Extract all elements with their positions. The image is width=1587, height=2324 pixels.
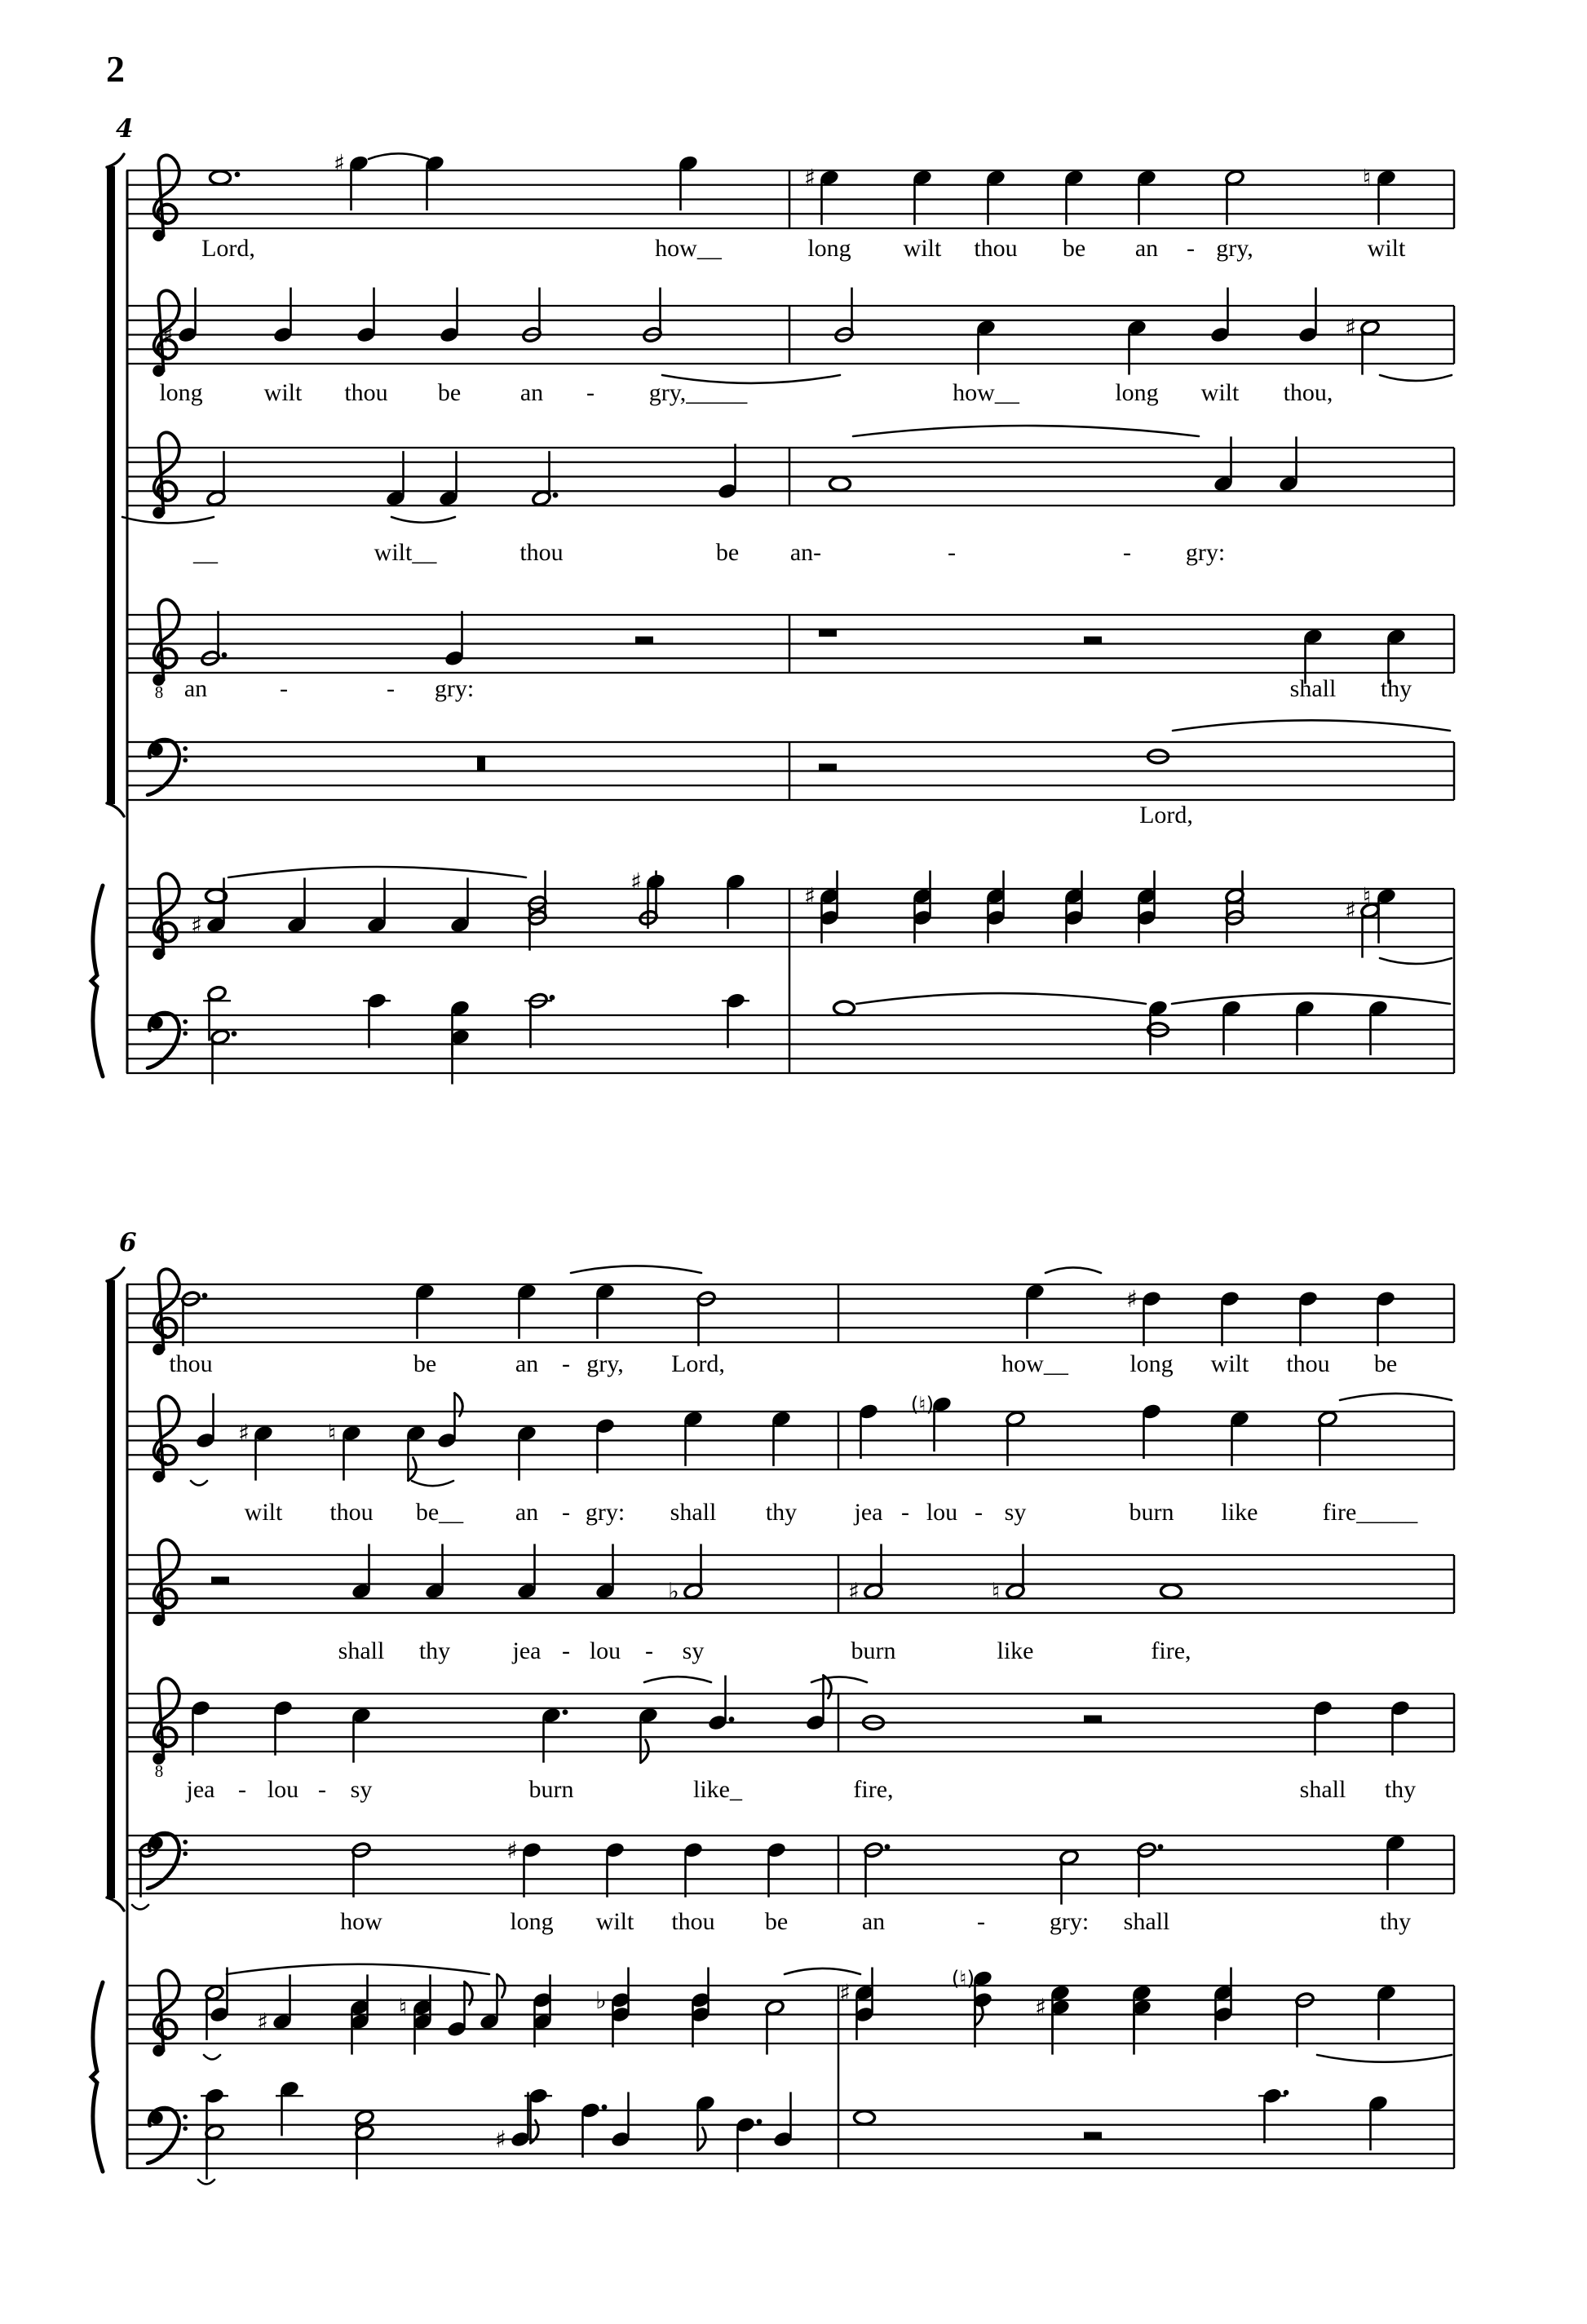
- lyric-syllable: fire_____: [1322, 1499, 1418, 1526]
- lyric-syllable: sy: [350, 1776, 373, 1803]
- lyric-syllable: an: [1134, 235, 1159, 262]
- lyric-syllable: burn: [528, 1776, 574, 1803]
- accidental-natural: (♮): [910, 1392, 935, 1416]
- tie-slur-up: [811, 1677, 867, 1682]
- lyric-syllable: -: [645, 1637, 653, 1664]
- lyric-syllable: -: [387, 675, 395, 702]
- lyric-syllable: thy: [765, 1499, 798, 1526]
- accidental-sharp: ♯: [256, 2008, 269, 2036]
- lyric-syllable: an: [515, 1499, 539, 1526]
- lyric-syllable: how__: [655, 235, 722, 262]
- augmentation-dot: [602, 2105, 608, 2110]
- piano-brace: [91, 886, 103, 1076]
- bass-clef-icon: [183, 2126, 188, 2131]
- half-rest: [1084, 637, 1102, 644]
- tie-slur-up: [228, 867, 526, 877]
- augmentation-dot: [729, 1716, 735, 1722]
- half-rest: [1084, 1716, 1102, 1723]
- tie-slur-down: [1380, 375, 1452, 381]
- accidental-sharp: ♯: [1034, 1993, 1047, 2021]
- lyric-syllable: shall: [1123, 1908, 1170, 1935]
- choir-bracket: [107, 1898, 124, 1911]
- half-rest: [1084, 2132, 1102, 2140]
- lyric-syllable: gry,: [586, 1350, 624, 1377]
- lyric-syllable: shall: [1289, 675, 1337, 702]
- tie-slur-down: [1380, 958, 1452, 964]
- lyric-syllable: thou: [169, 1350, 213, 1377]
- lyric-syllable: shall: [670, 1499, 717, 1526]
- lyric-syllable: wilt: [1200, 379, 1240, 406]
- lyric-syllable: long: [807, 235, 851, 262]
- lyric-syllable: __: [193, 539, 218, 566]
- lyric-syllable: an: [861, 1908, 886, 1935]
- lyric-syllable: sy: [1004, 1499, 1027, 1526]
- accidental-flat: ♭: [595, 1986, 607, 2014]
- accidental-sharp: ♯: [506, 1836, 519, 1864]
- tie-slur-down: [391, 517, 455, 523]
- bass-clef-icon: [183, 1031, 188, 1036]
- treble-clef-icon: [153, 230, 164, 241]
- lyric-syllable: gry,_____: [648, 379, 748, 406]
- treble-clef-icon: [153, 1344, 164, 1355]
- lyric-syllable: jea: [512, 1637, 542, 1664]
- accidental-sharp: ♯: [1125, 1284, 1138, 1313]
- lyric-syllable: thou: [344, 379, 388, 406]
- augmentation-dot: [202, 1292, 208, 1298]
- lyric-syllable: gry:: [1049, 1908, 1090, 1935]
- tie-slur-up: [1173, 720, 1450, 731]
- augmentation-dot: [563, 1709, 568, 1715]
- lyric-syllable: thou,: [1283, 379, 1333, 406]
- lyric-syllable: long: [1129, 1350, 1174, 1377]
- accidental-natural: (♮): [951, 1966, 975, 1990]
- lyric-syllable: an: [519, 379, 544, 406]
- tie-slur-up: [785, 1968, 860, 1974]
- tie-slur-down: [122, 517, 214, 524]
- lyric-syllable: Lord,: [201, 235, 255, 262]
- lyric-syllable: gry,: [1216, 235, 1253, 262]
- lyric-syllable: sy: [682, 1637, 705, 1664]
- lyric-syllable: long: [1115, 379, 1159, 406]
- accidental-sharp: ♯: [803, 881, 816, 910]
- measure-number-system-1: 4: [116, 114, 134, 144]
- accidental-natural: ♮: [1362, 881, 1372, 910]
- accidental-sharp: ♯: [803, 163, 816, 192]
- lyric-syllable: like: [997, 1637, 1034, 1664]
- lyric-syllable: thou: [519, 539, 564, 566]
- lyric-syllable: wilt: [903, 235, 942, 262]
- lyric-syllable: -: [977, 1908, 985, 1935]
- lyric-syllable: like_: [693, 1776, 742, 1803]
- half-rest: [819, 764, 837, 771]
- augmentation-dot: [222, 652, 228, 658]
- tie-slur-up: [856, 993, 1146, 1004]
- tie-slur-up: [227, 1964, 489, 1974]
- bass-clef-icon: [148, 1013, 179, 1068]
- bass-clef-icon: [148, 1833, 179, 1889]
- lyric-syllable: -: [318, 1776, 326, 1803]
- bass-clef-icon: [183, 758, 188, 762]
- lyric-syllable: wilt: [595, 1908, 634, 1935]
- whole-note: [855, 2111, 875, 2124]
- lyric-syllable: -: [238, 1776, 246, 1803]
- accidental-sharp: ♯: [190, 911, 203, 939]
- augmentation-dot: [757, 2119, 763, 2124]
- lyric-syllable: long: [159, 379, 203, 406]
- augmentation-dot: [232, 1031, 237, 1036]
- lyric-syllable: long: [510, 1908, 554, 1935]
- accidental-natural: ♮: [327, 1419, 337, 1447]
- lyric-syllable: -: [562, 1499, 570, 1526]
- lyric-syllable: burn: [1129, 1499, 1174, 1526]
- lyric-syllable: lou: [267, 1776, 299, 1803]
- tie-slur-down: [412, 1481, 453, 1486]
- lyric-syllable: -: [562, 1350, 570, 1377]
- lyric-syllable: thy: [418, 1637, 451, 1664]
- lyric-syllable: thou: [329, 1499, 374, 1526]
- augmentation-dot: [550, 995, 555, 1001]
- whole-note: [834, 1001, 855, 1014]
- lyric-syllable: shall: [1299, 1776, 1346, 1803]
- bass-clef-icon: [183, 1851, 188, 1856]
- choir-bracket: [107, 1280, 115, 1898]
- whole-note: [830, 477, 851, 490]
- eighth-flag: [455, 1394, 463, 1416]
- lyric-syllable: -: [948, 539, 956, 566]
- accidental-sharp: ♯: [333, 149, 346, 178]
- treble-clef-icon: [153, 1615, 164, 1626]
- bass-clef-icon: [183, 1840, 188, 1845]
- tie-slur-down: [132, 1905, 148, 1909]
- lyric-syllable: -: [280, 675, 288, 702]
- lyric-syllable: wilt: [1210, 1350, 1249, 1377]
- lyric-syllable: be: [1062, 235, 1086, 262]
- lyric-syllable: wilt__: [374, 539, 437, 566]
- bass-clef-icon: [183, 1019, 188, 1024]
- treble-clef-icon: [153, 948, 164, 960]
- lyric-syllable: wilt: [263, 379, 303, 406]
- lyric-syllable: jea: [186, 1776, 215, 1803]
- tie-slur-down: [191, 1481, 207, 1485]
- accidental-sharp: ♯: [1344, 896, 1357, 925]
- treble-clef-icon: [153, 507, 164, 519]
- lyric-syllable: -: [901, 1499, 909, 1526]
- accidental-flat: ♭: [668, 1577, 679, 1606]
- accidental-sharp: ♯: [630, 868, 643, 896]
- lyric-syllable: an: [515, 1350, 539, 1377]
- lyric-syllable: -: [1187, 235, 1195, 262]
- choir-bracket: [107, 166, 115, 804]
- lyric-syllable: how__: [953, 379, 1019, 406]
- accidental-sharp: ♯: [161, 320, 175, 349]
- lyric-syllable: shall: [338, 1637, 385, 1664]
- lyric-syllable: thy: [1379, 1908, 1412, 1935]
- lyric-syllable: thy: [1380, 675, 1412, 702]
- bass-clef-icon: [183, 2114, 188, 2119]
- tie-slur-up: [853, 426, 1199, 436]
- lyric-syllable: -: [1123, 539, 1131, 566]
- bass-clef-icon: [148, 2108, 179, 2163]
- treble-clef-icon: [153, 1471, 164, 1482]
- lyric-syllable: -: [562, 1637, 570, 1664]
- lyric-syllable: gry:: [1185, 539, 1226, 566]
- lyric-syllable: burn: [851, 1637, 896, 1664]
- lyric-syllable: thou: [974, 235, 1018, 262]
- accidental-natural: ♮: [398, 1993, 408, 2021]
- tie-slur-up: [1045, 1267, 1101, 1273]
- lyric-syllable: like: [1221, 1499, 1258, 1526]
- bass-clef-icon: [183, 746, 188, 751]
- measure-number-system-2: 6: [119, 1228, 137, 1257]
- lyric-syllable: how__: [1001, 1350, 1068, 1377]
- lyric-syllable: lou: [926, 1499, 958, 1526]
- whole-note: [1161, 1584, 1182, 1597]
- whole-note: [210, 171, 231, 184]
- accidental-sharp: ♯: [1344, 313, 1357, 342]
- half-rest: [211, 1577, 229, 1584]
- choir-bracket: [107, 803, 124, 816]
- augmentation-dot: [885, 1844, 891, 1849]
- lyric-syllable: -: [586, 379, 595, 406]
- lyric-syllable: fire,: [1151, 1637, 1191, 1664]
- lyric-syllable: lou: [589, 1637, 621, 1664]
- lyric-syllable: fire,: [853, 1776, 894, 1803]
- lyric-syllable: thy: [1384, 1776, 1417, 1803]
- tie-slur-down: [204, 2055, 220, 2059]
- augmentation-dot: [1158, 1844, 1164, 1849]
- lyric-syllable: be: [764, 1908, 789, 1935]
- lyric-syllable: jea: [854, 1499, 883, 1526]
- lyric-syllable: how: [340, 1908, 382, 1935]
- lyric-syllable: gry:: [434, 675, 475, 702]
- lyric-syllable: an-: [789, 539, 822, 566]
- lyric-syllable: an: [183, 675, 208, 702]
- whole-rest: [819, 630, 837, 637]
- lyric-syllable: thou: [1286, 1350, 1330, 1377]
- lyric-syllable: -: [975, 1499, 983, 1526]
- lyric-syllable: be__: [415, 1499, 464, 1526]
- lyric-syllable: thou: [671, 1908, 715, 1935]
- lyric-syllable: wilt: [1367, 235, 1406, 262]
- tie-slur-down: [1317, 2055, 1452, 2062]
- tie-slur-down: [198, 2180, 214, 2184]
- lyric-syllable: Lord,: [671, 1350, 725, 1377]
- tie-slur-up: [1340, 1394, 1452, 1400]
- lyric-syllable: wilt: [244, 1499, 283, 1526]
- augmentation-dot: [1284, 2090, 1289, 2096]
- clef-octave-8: 8: [154, 1761, 164, 1781]
- accidental-sharp: ♯: [237, 1419, 250, 1447]
- lyric-syllable: be: [715, 539, 740, 566]
- choir-bracket: [107, 154, 124, 167]
- lyric-syllable: gry:: [585, 1499, 626, 1526]
- treble-clef-icon: [153, 2045, 164, 2057]
- piano-brace: [91, 1982, 103, 2172]
- longa-rest: [477, 756, 485, 772]
- augmentation-dot: [553, 493, 559, 498]
- augmentation-dot: [235, 171, 241, 177]
- accidental-sharp: ♯: [838, 1978, 851, 2007]
- lyric-syllable: be: [1373, 1350, 1398, 1377]
- bass-clef-icon: [148, 740, 179, 795]
- lyric-syllable: be: [437, 379, 462, 406]
- choir-bracket: [107, 1268, 124, 1281]
- tie-slur-up: [644, 1677, 711, 1682]
- treble-clef-icon: [153, 365, 164, 377]
- accidental-natural: ♮: [1362, 163, 1372, 192]
- lyric-syllable: Lord,: [1139, 802, 1193, 828]
- accidental-sharp: ♯: [847, 1577, 860, 1606]
- half-rest: [635, 637, 653, 644]
- tie-slur-up: [369, 153, 428, 159]
- accidental-sharp: ♯: [494, 2125, 507, 2154]
- page-number: 2: [106, 48, 125, 90]
- lyric-syllable: be: [413, 1350, 437, 1377]
- tie-slur-up: [571, 1266, 701, 1273]
- clef-octave-8: 8: [154, 683, 164, 702]
- accidental-natural: ♮: [991, 1577, 1001, 1606]
